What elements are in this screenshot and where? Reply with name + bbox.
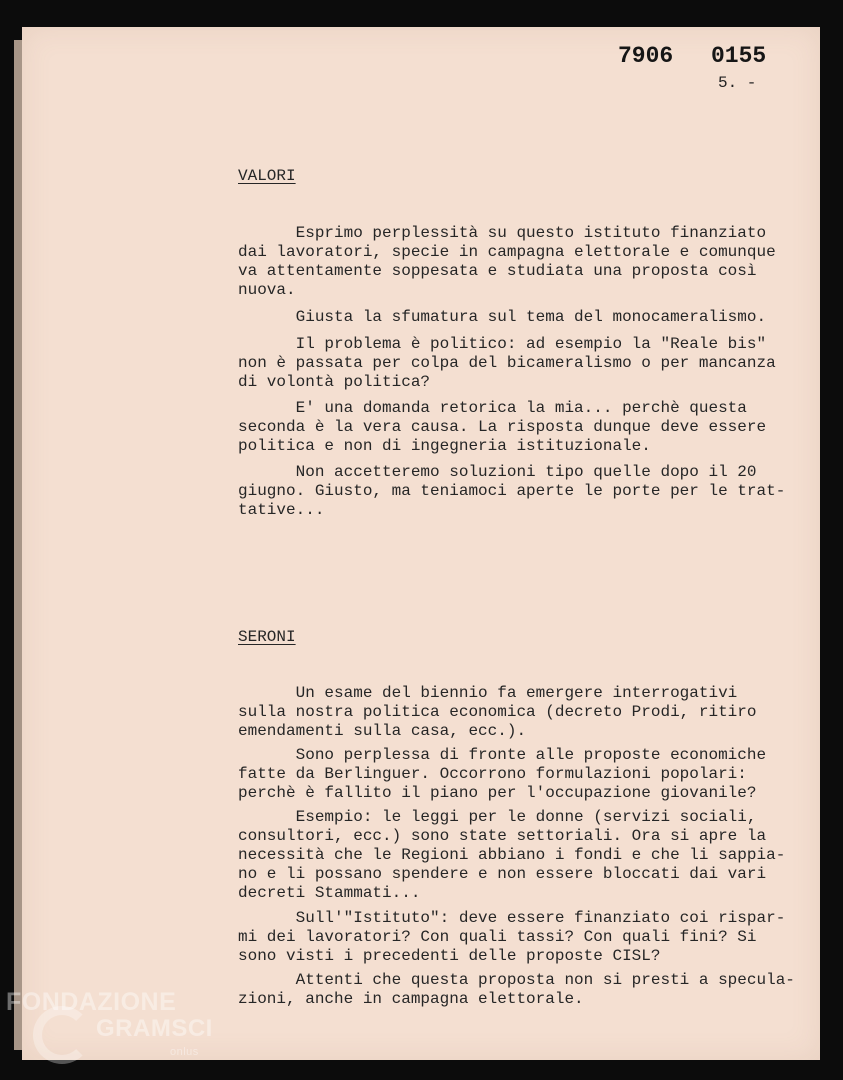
paragraph: Giusta la sfumatura sul tema del monocameralismo. [238, 308, 767, 326]
paragraph: Sull'"Istituto": deve essere finanziato coi rispar- mi dei lavoratori? Con quali tassi? Con quali fini? Si sono visti i precedenti delle proposte CISL? [238, 909, 786, 965]
paragraph: Un esame del biennio fa emergere interrogativi sulla nostra politica economica (decreto Prodi, ritiro emendamenti sulla casa, ecc.). [238, 684, 757, 740]
archive-number-left: 7906 [618, 43, 674, 69]
archive-number-right: 0155 [711, 43, 767, 69]
paragraph: Attenti che questa proposta non si presti a specula- zioni, anche in campagna elettorale. [238, 971, 795, 1008]
paragraph: Il problema è politico: ad esempio la "Reale bis" non è passata per colpa del bicameralismo o per mancanza di volontà politica? [238, 335, 776, 391]
watermark-line3: onlus [170, 1046, 199, 1058]
paragraph: Non accetteremo soluzioni tipo quelle dopo il 20 giugno. Giusto, ma teniamoci aperte le porte per le trat- tative... [238, 463, 786, 519]
section-heading-valori: VALORI [238, 167, 296, 185]
section-heading-seroni: SERONI [238, 628, 296, 646]
page-reference: 5. - [718, 74, 757, 92]
paragraph: E' una domanda retorica la mia... perchè questa seconda è la vera causa. La risposta dunque deve essere politica e non di ingegneria istituzionale. [238, 399, 767, 455]
paragraph: Esempio: le leggi per le donne (servizi sociali, consultori, ecc.) sono state settoriali. Ora si apre la necessità che le Regioni abbiano i fondi e che li sappia- no e li possano spendere e non essere bloccati dai vari decreti Stammati... [238, 808, 786, 902]
watermark-line1: FONDAZIONE [6, 988, 177, 1016]
watermark-line2: GRAMSCI [96, 1015, 213, 1042]
page-edge [14, 40, 22, 1050]
paragraph: Sono perplessa di fronte alle proposte economiche fatte da Berlinguer. Occorrono formulazioni popolari: perchè è fallito il piano per l'occupazione giovanile? [238, 746, 767, 802]
paragraph: Esprimo perplessità su questo istituto finanziato dai lavoratori, specie in campagna elettorale e comunque va attentamente soppesata e studiata una proposta così nuova. [238, 224, 776, 299]
